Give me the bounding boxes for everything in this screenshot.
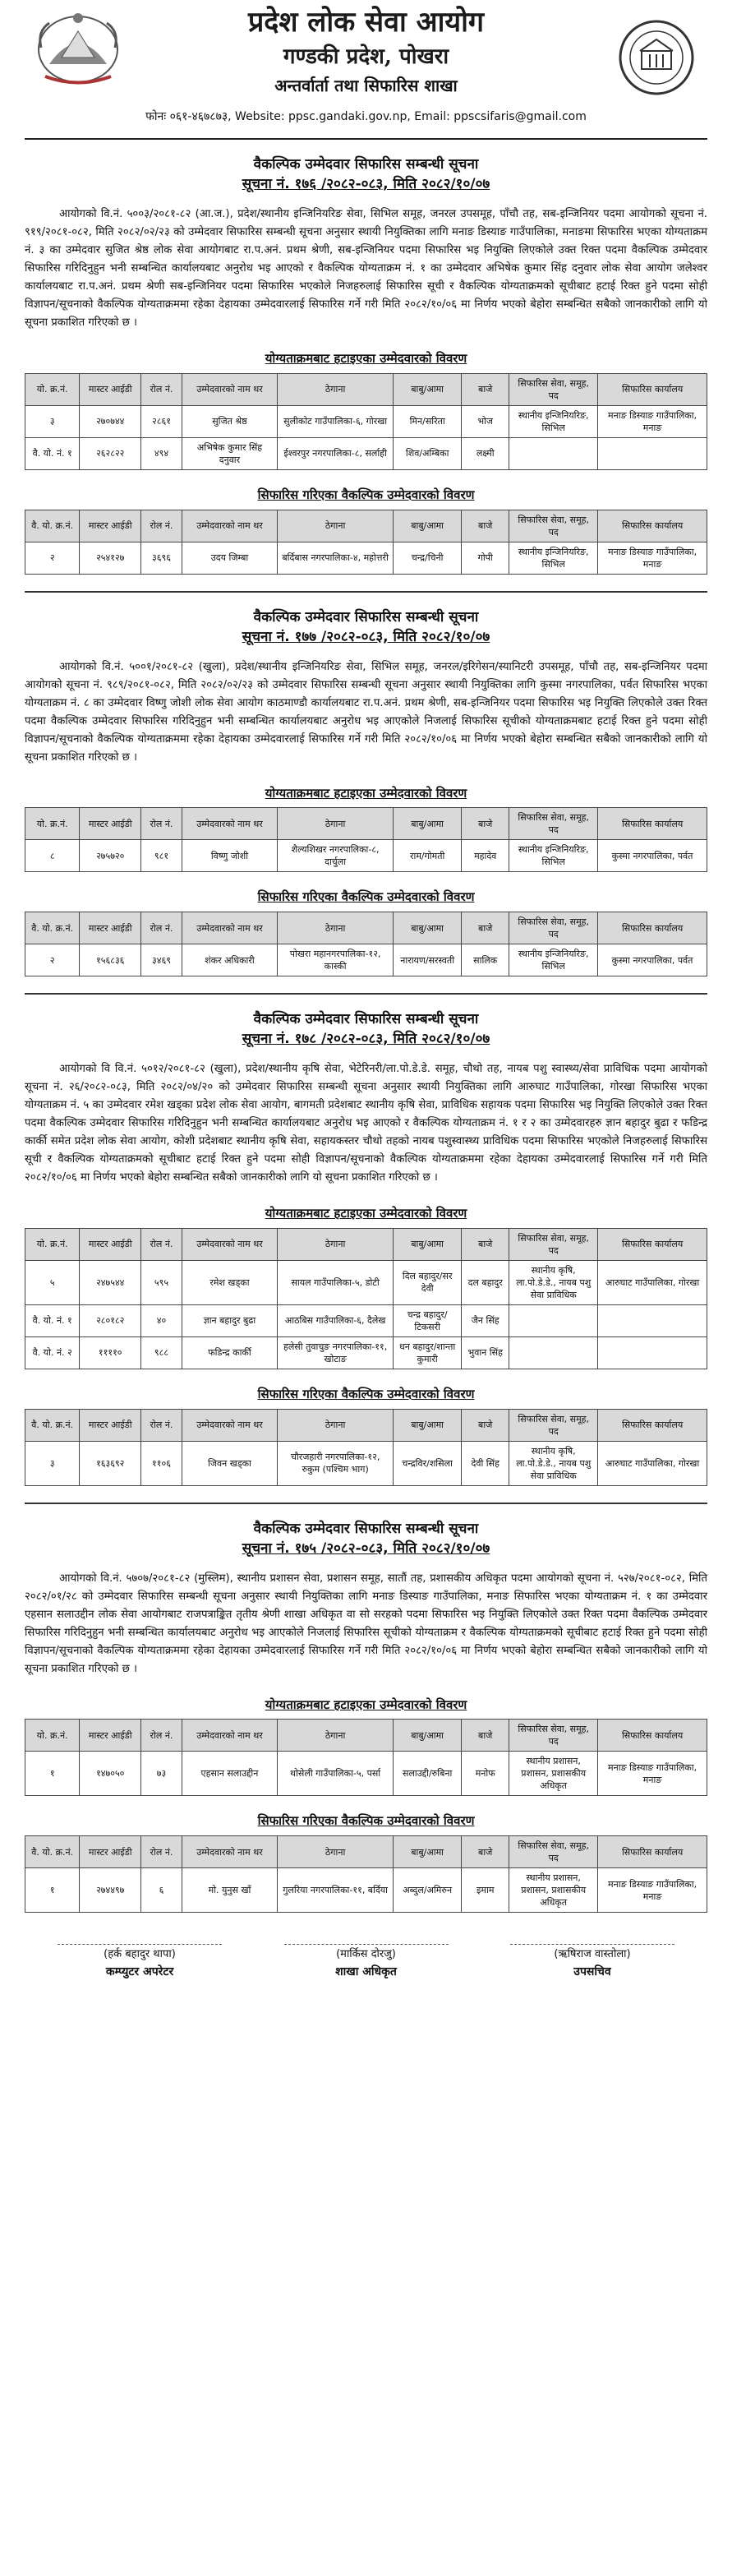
table-cell: २६२८२२ xyxy=(80,437,141,469)
signature-section-officer: (मार्किस दोरजु) शाखा अधिकृत xyxy=(284,1944,449,1981)
notice-body: आयोगको वि.नं. ५००१/२०८१-८२ (खुला), प्रदेश/स्थानीय इन्जिनियरिङ सेवा, सिभिल समूह, जनरल/इरिगेसन/स्यानिटरी उपसमूह, पाँचौ तह, सब-इन्जिनियर पदमा आयोगको सूचना नं. ९८९/२०८१-०८२, मिति २०८२/०२/२३ को उम्मेदवार सिफारिस सम्बन्धी सूचना अनुसार स्थायी नियुक्तिका लागि कुस्मा नगरपालिका, पर्वत सिफारिस भएका योग्यताक्रम नं. ८ का उम्मेदवार विष्णु जोशी लोक सेवा आयोग काठमाण्डौ कार्यालयबाट रा.प.अनं. प्रथम श्रेणी, सब-इन्जिनियर पदमा सिफारिस भइ नियुक्ति लिएकोले उक्त रिक्त पदमा वैकल्पिक उम्मेदवार सिफारिस गरिदिनुहुन भनी सम्बन्धित कार्यालयबाट अनुरोध भइ आएकोले निजलाई सिफारिस सूचीको योग्यताक्रमबाट हटाई रिक्त हुने पदमा सोही विज्ञापन/सूचनाको वैकल्पिक योग्यताक्रममा रहेका देहायका उम्मेदवारलाई सिफारिस गर्ने गरी मिति २०८२/१०/०६ मा निर्णय भएको बेहोरा सम्बन्धित सबैको जानकारीको लागि यो सूचना प्रकाशित गरिएको छ । xyxy=(25,660,707,764)
table-cell: १६३६९२ xyxy=(80,1441,141,1485)
table-cell: मनाङ डिस्याङ गाउँपालिका, मनाङ xyxy=(598,1868,707,1913)
table-cell xyxy=(598,1304,707,1336)
column-header: वै. यो. क्र.नं. xyxy=(25,510,80,542)
table-cell: मनाङ डिस्याङ गाउँपालिका, मनाङ xyxy=(598,405,707,437)
table-cell: शंकर अधिकारी xyxy=(182,944,277,976)
table-cell: विष्णु जोशी xyxy=(182,840,277,872)
table-cell: कुस्मा नगरपालिका, पर्वत xyxy=(598,944,707,976)
column-header: मास्टर आईडी xyxy=(80,510,141,542)
table-cell: महादेव xyxy=(462,840,509,872)
table-cell: २७०७४४ xyxy=(80,405,141,437)
table-row xyxy=(25,840,707,872)
table-row xyxy=(25,1260,707,1304)
column-header: यो. क्र.नं. xyxy=(25,808,80,840)
table-cell: बर्दिबास नगरपालिका-४, महोत्तरी xyxy=(278,542,394,574)
table-cell: २८६१ xyxy=(141,405,182,437)
table-cell: वै. यो. नं. १ xyxy=(25,437,80,469)
table-cell: स्थानीय इन्जिनियरिङ, सिभिल xyxy=(509,944,598,976)
column-header: रोल नं. xyxy=(141,1409,182,1441)
rec-table xyxy=(25,510,707,575)
table-cell: चन्द्र बहादुर/टिकसरी xyxy=(394,1304,462,1336)
column-header: यो. क्र.नं. xyxy=(25,1228,80,1260)
table-cell: स्थानीय कृषि, ला.पो.डे.डे., नायब पशु सेवा प्राविधिक xyxy=(509,1260,598,1304)
table-cell xyxy=(598,437,707,469)
table-cell: देवी सिंह xyxy=(462,1441,509,1485)
column-header: रोल नं. xyxy=(141,1720,182,1752)
branch-name: अन्तर्वार्ता तथा सिफारिस शाखा xyxy=(274,76,458,95)
table-cell: ७३ xyxy=(141,1752,182,1796)
notice-title: वैकल्पिक उम्मेदवार सिफारिस सम्बन्धी सूचना xyxy=(253,156,479,173)
table-cell: स्थानीय प्रशासन, प्रशासन, प्रशासकीय अधिकृत xyxy=(509,1752,598,1796)
table-cell: ४९४ xyxy=(141,437,182,469)
table-cell: अब्दुल/अमिरुन xyxy=(394,1868,462,1913)
table-row xyxy=(25,437,707,469)
column-header: बाजे xyxy=(462,1409,509,1441)
column-header: रोल नं. xyxy=(141,912,182,944)
column-header: बाजे xyxy=(462,808,509,840)
table-cell: भोज xyxy=(462,405,509,437)
table-cell: एहसान सलाउद्दीन xyxy=(182,1752,277,1796)
recommended-table-title: सिफारिस गरिएका वैकल्पिक उम्मेदवारको विवरण xyxy=(257,487,475,502)
removed-table-title: योग्यताक्रमबाट हटाइएका उम्मेदवारको विवरण xyxy=(265,351,467,366)
commission-title: प्रदेश लोक सेवा आयोग xyxy=(247,6,485,39)
column-header: सिफारिस सेवा, समूह, पद xyxy=(509,373,598,405)
table-cell: गुलरिया नगरपालिका-११, बर्दिया xyxy=(278,1868,394,1913)
column-header: ठेगाना xyxy=(278,1409,394,1441)
rec-table xyxy=(25,1409,707,1486)
column-header: रोल नं. xyxy=(141,510,182,542)
column-header: मास्टर आईडी xyxy=(80,1836,141,1868)
table-cell: ईश्वरपुर नगरपालिका-८, सर्लाही xyxy=(278,437,394,469)
column-header: सिफारिस कार्यालय xyxy=(598,373,707,405)
table-row xyxy=(25,405,707,437)
table-cell: वै. यो. नं. १ xyxy=(25,1304,80,1336)
table-cell: मो. युनुस खाँ xyxy=(182,1868,277,1913)
table-cell xyxy=(509,1336,598,1369)
notice-section xyxy=(25,995,707,1486)
column-header: वै. यो. क्र.नं. xyxy=(25,1836,80,1868)
signature-computer-operator: (हर्क बहादुर थापा) कम्प्युटर अपरेटर xyxy=(58,1944,222,1981)
table-cell: आरुघाट गाउँपालिका, गोरखा xyxy=(598,1441,707,1485)
notice-section xyxy=(25,1504,707,1914)
table-cell: चन्द्रविर/शसिला xyxy=(394,1441,462,1485)
table-cell: ११०६ xyxy=(141,1441,182,1485)
table-cell: ज्ञान बहादुर बुढा xyxy=(182,1304,277,1336)
notice-number: सूचना नं. १७७ /२०८२-०८३, मिति २०८२/१०/०७ xyxy=(242,628,490,645)
notice-number: सूचना नं. १७५ /२०८२-०८३, मिति २०८२/१०/०७ xyxy=(242,1540,490,1557)
table-cell: ३४६९ xyxy=(141,944,182,976)
table-cell: स्थानीय कृषि, ला.पो.डे.डे., नायब पशु सेवा प्राविधिक xyxy=(509,1441,598,1485)
table-cell xyxy=(509,1304,598,1336)
column-header: सिफारिस कार्यालय xyxy=(598,1720,707,1752)
table-cell: १५६८३६ xyxy=(80,944,141,976)
table-cell: दल बहादुर xyxy=(462,1260,509,1304)
table-cell: ३ xyxy=(25,1441,80,1485)
table-cell xyxy=(509,437,598,469)
column-header: सिफारिस सेवा, समूह, पद xyxy=(509,808,598,840)
removed-table xyxy=(25,807,707,872)
table-row xyxy=(25,1441,707,1485)
column-header: सिफारिस सेवा, समूह, पद xyxy=(509,1836,598,1868)
table-cell: २७५७२० xyxy=(80,840,141,872)
column-header: उम्मेदवारको नाम थर xyxy=(182,1836,277,1868)
column-header: बाबु/आमा xyxy=(394,912,462,944)
signature-block xyxy=(25,1929,707,2006)
column-header: बाजे xyxy=(462,510,509,542)
column-header: ठेगाना xyxy=(278,1720,394,1752)
column-header: ठेगाना xyxy=(278,373,394,405)
table-row xyxy=(25,944,707,976)
recommended-table-title: सिफारिस गरिएका वैकल्पिक उम्मेदवारको विवरण xyxy=(257,1813,475,1829)
column-header: बाजे xyxy=(462,1228,509,1260)
column-header: सिफारिस सेवा, समूह, पद xyxy=(509,1228,598,1260)
column-header: वै. यो. क्र.नं. xyxy=(25,912,80,944)
rec-table xyxy=(25,1835,707,1913)
removed-table-title: योग्यताक्रमबाट हटाइएका उम्मेदवारको विवरण xyxy=(265,1206,467,1221)
column-header: ठेगाना xyxy=(278,808,394,840)
column-header: यो. क्र.नं. xyxy=(25,373,80,405)
column-header: मास्टर आईडी xyxy=(80,808,141,840)
table-cell: सायल गाउँपालिका-५, डोटी xyxy=(278,1260,394,1304)
province-name: गण्डकी प्रदेश, पोखरा xyxy=(283,44,449,69)
column-header: बाबु/आमा xyxy=(394,510,462,542)
table-cell: मिन/सरिता xyxy=(394,405,462,437)
notice-body: आयोगको वि.नं. ५७०७/२०८१-८२ (मुस्लिम), स्थानीय प्रशासन सेवा, प्रशासन समूह, सातौं तह, प्रशासकीय अधिकृत पदमा आयोगको सूचना नं. ५२७/२०८१-०८२, मिति २०८२/०१/२८ को उम्मेदवार सिफारिस सम्बन्धी सूचना अनुसार स्थायी नियुक्तिका लागि मनाङ डिस्याङ गाउँपालिका, मनाङ सिफारिस भएका योग्यताक्रम नं. १ का उम्मेदवार एहसान सलाउद्दीन लोक सेवा आयोगबाट राजपत्राङ्कित तृतीय श्रेणी शाखा अधिकृत वा सो सरहको पदमा सिफारिस भइ नियुक्ति लिएकोले उक्त रिक्त पदमा वैकल्पिक उम्मेदवार सिफारिस गरिदिनुहुन भनी सम्बन्धित कार्यालयबाट अनुरोध भइ आएकोले निजलाई सिफारिस सूचीको योग्यताक्रम र वैकल्पिक योग्यताक्रमको सूचीबाट हटाई रिक्त हुने पदमा सोही विज्ञापन/सूचनाको वैकल्पिक योग्यताक्रममा रहेका देहायका उम्मेदवारलाई सिफारिस गर्ने गरी मिति २०८२/१०/०६ मा निर्णय भएको बेहोरा सम्बन्धित सबैको जानकारीको लागि यो सूचना प्रकाशित गरिएको छ । xyxy=(25,1572,707,1675)
column-header: मास्टर आईडी xyxy=(80,1720,141,1752)
column-header: सिफारिस कार्यालय xyxy=(598,510,707,542)
table-cell: १ xyxy=(25,1752,80,1796)
table-cell: मनाङ डिस्याङ गाउँपालिका, मनाङ xyxy=(598,1752,707,1796)
notice-body: आयोगको वि.नं. ५००३/२०८१-८२ (आ.ज.), प्रदेश/स्थानीय इन्जिनियरिङ सेवा, सिभिल समूह, जनरल उपसमूह, पाँचौ तह, सब-इन्जिनियर पदमा आयोगको सूचना नं. ९१९/२०८१-०८२, मिति २०८२/०२/२३ को उम्मेदवार सिफारिस सम्बन्धी सूचना अनुसार स्थायी नियुक्तिका लागि मनाङ डिस्याङ गाउँपालिका, मनाङमा सिफारिस भएका योग्यताक्रम नं. ३ का उम्मेदवार सुजित श्रेष्ठ लोक सेवा आयोगबाट रा.प.अनं. प्रथम श्रेणी, सब-इन्जिनियर पदमा सिफारिस भइ नियुक्ति लिएकोले उक्त रिक्त पदमा वैकल्पिक उम्मेदवार सिफारिस गरिदिनुहुन भनी सम्बन्धित कार्यालयबाट अनुरोध भइ आएको र वैकल्पिक योग्यताक्रम नं. १ का उम्मेदवार अभिषेक कुमार सिंह दनुवार लोक सेवा आयोग जलेश्वर कार्यालयबाट रा.प.अनं. प्रथम श्रेणी सब-इन्जिनियर पदमा सिफारिस भएकोले निजहरुलाई सिफारिस सूची र वैकल्पिक योग्यताक्रमको सूचीबाट हटाई रिक्त हुने पदमा सोही विज्ञापन/सूचनाको वैकल्पिक योग्यताक्रममा रहेका देहायका उम्मेदवारलाई सिफारिस गर्ने गरी मिति २०८२/१०/०६ मा निर्णय भएको बेहोरा सम्बन्धित सबैको जानकारीको लागि यो सूचना प्रकाशित गरिएको छ । xyxy=(25,208,707,329)
table-cell: रमेश खड्का xyxy=(182,1260,277,1304)
column-header: सिफारिस सेवा, समूह, पद xyxy=(509,912,598,944)
column-header: सिफारिस कार्यालय xyxy=(598,1228,707,1260)
table-row xyxy=(25,1304,707,1336)
table-cell: शैल्यशिखर नगरपालिका-८, दार्चुला xyxy=(278,840,394,872)
column-header: उम्मेदवारको नाम थर xyxy=(182,1228,277,1260)
column-header: बाजे xyxy=(462,373,509,405)
table-cell: १४७०५० xyxy=(80,1752,141,1796)
table-cell: २५४१२७ xyxy=(80,542,141,574)
table-cell: भुवान सिंह xyxy=(462,1336,509,1369)
column-header: रोल नं. xyxy=(141,808,182,840)
table-cell: मनोफ xyxy=(462,1752,509,1796)
table-cell: स्थानीय इन्जिनियरिङ, सिभिल xyxy=(509,542,598,574)
column-header: मास्टर आईडी xyxy=(80,1228,141,1260)
table-cell: सलाउद्दी/रुबिना xyxy=(394,1752,462,1796)
column-header: बाजे xyxy=(462,1836,509,1868)
table-cell: ४० xyxy=(141,1304,182,1336)
column-header: बाबु/आमा xyxy=(394,1720,462,1752)
table-cell: वै. यो. नं. २ xyxy=(25,1336,80,1369)
table-cell: स्थानीय प्रशासन, प्रशासन, प्रशासकीय अधिकृत xyxy=(509,1868,598,1913)
column-header: मास्टर आईडी xyxy=(80,1409,141,1441)
column-header: सिफारिस सेवा, समूह, पद xyxy=(509,510,598,542)
table-cell: जिवन खड्का xyxy=(182,1441,277,1485)
column-header: सिफारिस सेवा, समूह, पद xyxy=(509,1409,598,1441)
column-header: उम्मेदवारको नाम थर xyxy=(182,1409,277,1441)
table-cell: राम/गोमती xyxy=(394,840,462,872)
table-cell: चन्द्र/चिनी xyxy=(394,542,462,574)
table-cell: थोसेली गाउँपालिका-५, पर्सा xyxy=(278,1752,394,1796)
table-cell: जैन सिंह xyxy=(462,1304,509,1336)
table-cell: सुजित श्रेष्ठ xyxy=(182,405,277,437)
table-cell: ३६९६ xyxy=(141,542,182,574)
table-cell: शिव/अम्बिका xyxy=(394,437,462,469)
column-header: बाजे xyxy=(462,912,509,944)
column-header: रोल नं. xyxy=(141,1836,182,1868)
table-cell: ३ xyxy=(25,405,80,437)
column-header: रोल नं. xyxy=(141,1228,182,1260)
column-header: उम्मेदवारको नाम थर xyxy=(182,808,277,840)
table-cell: धन बहादुर/शान्ता कुमारी xyxy=(394,1336,462,1369)
column-header: बाजे xyxy=(462,1720,509,1752)
column-header: उम्मेदवारको नाम थर xyxy=(182,510,277,542)
table-cell: १ xyxy=(25,1868,80,1913)
removed-table xyxy=(25,373,707,470)
table-cell: चौरजहारी नगरपालिका-१२, रुकुम (पश्चिम भाग) xyxy=(278,1441,394,1485)
table-cell: नारायण/सरस्वती xyxy=(394,944,462,976)
table-row xyxy=(25,1336,707,1369)
column-header: सिफारिस कार्यालय xyxy=(598,912,707,944)
column-header: मास्टर आईडी xyxy=(80,373,141,405)
column-header: उम्मेदवारको नाम थर xyxy=(182,373,277,405)
table-cell: २ xyxy=(25,944,80,976)
table-cell: २४७५४४ xyxy=(80,1260,141,1304)
column-header: यो. क्र.नं. xyxy=(25,1720,80,1752)
column-header: ठेगाना xyxy=(278,1836,394,1868)
column-header: बाबु/आमा xyxy=(394,1836,462,1868)
contact-line: फोनः ०६१-४६७८७३, Website: ppsc.gandaki.gov.np, Email: ppscsifaris@gmail.com xyxy=(145,110,587,123)
table-cell: सुलीकोट गाउँपालिका-६, गोरखा xyxy=(278,405,394,437)
recommended-table-title: सिफारिस गरिएका वैकल्पिक उम्मेदवारको विवरण xyxy=(257,1386,475,1401)
notice-section xyxy=(25,593,707,977)
column-header: बाबु/आमा xyxy=(394,808,462,840)
table-cell: हलेसी तुवाचुङ नगरपालिका-११, खोटाङ xyxy=(278,1336,394,1369)
table-cell: आठबिस गाउँपालिका-६, दैलेख xyxy=(278,1304,394,1336)
table-row xyxy=(25,1752,707,1796)
column-header: वै. यो. क्र.नं. xyxy=(25,1409,80,1441)
table-cell: इमाम xyxy=(462,1868,509,1913)
table-cell xyxy=(598,1336,707,1369)
column-header: मास्टर आईडी xyxy=(80,912,141,944)
table-cell: २ xyxy=(25,542,80,574)
table-cell: ५९५ xyxy=(141,1260,182,1304)
column-header: बाबु/आमा xyxy=(394,1409,462,1441)
column-header: ठेगाना xyxy=(278,510,394,542)
table-cell: सालिक xyxy=(462,944,509,976)
table-cell: गोपी xyxy=(462,542,509,574)
removed-table xyxy=(25,1228,707,1369)
rec-table xyxy=(25,912,707,976)
table-cell: अभिषेक कुमार सिंह दनुवार xyxy=(182,437,277,469)
table-cell: ११११० xyxy=(80,1336,141,1369)
column-header: ठेगाना xyxy=(278,912,394,944)
removed-table xyxy=(25,1719,707,1796)
commission-seal-icon xyxy=(617,18,696,97)
table-row xyxy=(25,542,707,574)
table-cell: पोखरा महानगरपालिका-१२, कास्की xyxy=(278,944,394,976)
column-header: रोल नं. xyxy=(141,373,182,405)
notice-body: आयोगको वि वि.नं. ५०१२/२०८१-८२ (खुला), प्रदेश/स्थानीय कृषि सेवा, भेटेरिनरी/ला.पो.डे.डे. समूह, चौथो तह, नायब पशु स्वास्थ्य/सेवा प्राविधिक पदमा आयोगको सूचना नं. २६/२०८२-०८३, मिति २०८२/०४/२० को उम्मेदवार सिफारिस सम्बन्धी सूचना अनुसार स्थायी नियुक्तिका लागि आरुघाट गाउँपालिका, गोरखा सिफारिस भएका योग्यताक्रम नं. ५ का उम्मेदवार रमेश खड्का प्रदेश लोक सेवा आयोग, बागमती प्रदेशबाट स्थानीय कृषि सेवा, प्राविधिक सहायक पदमा सिफारिस भइ नियुक्ति लिएकोले उक्त रिक्त पदमा वैकल्पिक उम्मेदवार सिफारिस गरिदिनुहुन भनी सम्बन्धित कार्यालयबाट अनुरोध भइ आएको र वैकल्पिक योग्यताक्रम नं. १ र २ का उम्मेदवारहरु ज्ञान बहादुर बुढा र फडिन्द्र कार्की समेत प्रदेश लोक सेवा आयोग, कोशी प्रदेशबाट स्थानीय कृषि सेवा, सहायकस्तर चौथो तहको नायब पशुस्वास्थ्य प्राविधिक पदमा सिफारिस भएकोले निजहरुलाई सिफारिस सूची र वैकल्पिक योग्यताक्रमको सूचीबाट हटाई रिक्त हुने पदमा सोही विज्ञापन/सूचनाको वैकल्पिक योग्यताक्रममा रहेका देहायका उम्मेदवारलाई सिफारिस गर्ने गरी मिति २०८२/१०/०६ मा निर्णय भएको बेहोरा सम्बन्धित सबैको जानकारीको लागि यो सूचना प्रकाशित गरिएको छ । xyxy=(25,1063,707,1184)
table-cell: ८ xyxy=(25,840,80,872)
table-cell: २७४४९७ xyxy=(80,1868,141,1913)
column-header: उम्मेदवारको नाम थर xyxy=(182,912,277,944)
table-cell: ९८१ xyxy=(141,840,182,872)
letterhead xyxy=(25,0,707,140)
table-cell: स्थानीय इन्जिनियरिङ, सिभिल xyxy=(509,840,598,872)
signature-deputy-secretary: (ऋषिराज वास्तोला) उपसचिव xyxy=(510,1944,674,1981)
column-header: सिफारिस कार्यालय xyxy=(598,1836,707,1868)
notice-title: वैकल्पिक उम्मेदवार सिफारिस सम्बन्धी सूचना xyxy=(253,608,479,626)
table-row xyxy=(25,1868,707,1913)
table-cell: ६ xyxy=(141,1868,182,1913)
table-cell: २८०१८२ xyxy=(80,1304,141,1336)
notice-title: वैकल्पिक उम्मेदवार सिफारिस सम्बन्धी सूचना xyxy=(253,1520,479,1537)
table-cell: लक्ष्मी xyxy=(462,437,509,469)
column-header: उम्मेदवारको नाम थर xyxy=(182,1720,277,1752)
column-header: बाबु/आमा xyxy=(394,373,462,405)
recommended-table-title: सिफारिस गरिएका वैकल्पिक उम्मेदवारको विवरण xyxy=(257,889,475,905)
table-cell: उदय जिम्बा xyxy=(182,542,277,574)
removed-table-title: योग्यताक्रमबाट हटाइएका उम्मेदवारको विवरण xyxy=(265,1697,467,1712)
column-header: ठेगाना xyxy=(278,1228,394,1260)
notice-title: वैकल्पिक उम्मेदवार सिफारिस सम्बन्धी सूचना xyxy=(253,1011,479,1027)
column-header: बाबु/आमा xyxy=(394,1228,462,1260)
table-cell: मनाङ डिस्याङ गाउँपालिका, मनाङ xyxy=(598,542,707,574)
removed-table-title: योग्यताक्रमबाट हटाइएका उम्मेदवारको विवरण xyxy=(265,785,467,801)
column-header: सिफारिस कार्यालय xyxy=(598,808,707,840)
notice-number: सूचना नं. १७६ /२०८२-०८३, मिति २०८२/१०/०७ xyxy=(242,176,490,192)
table-cell: फडिन्द्र कार्की xyxy=(182,1336,277,1369)
table-cell: आरुघाट गाउँपालिका, गोरखा xyxy=(598,1260,707,1304)
table-cell: दिल बहादुर/सर देवी xyxy=(394,1260,462,1304)
table-cell: स्थानीय इन्जिनियरिङ, सिभिल xyxy=(509,405,598,437)
column-header: सिफारिस कार्यालय xyxy=(598,1409,707,1441)
table-cell: कुस्मा नगरपालिका, पर्वत xyxy=(598,840,707,872)
notice-section xyxy=(25,140,707,575)
table-cell: ५ xyxy=(25,1260,80,1304)
notice-number: सूचना नं. १७८ /२०८२-०८३, मिति २०८२/१०/०७ xyxy=(242,1031,490,1047)
column-header: सिफारिस सेवा, समूह, पद xyxy=(509,1720,598,1752)
table-cell: ९८८ xyxy=(141,1336,182,1369)
